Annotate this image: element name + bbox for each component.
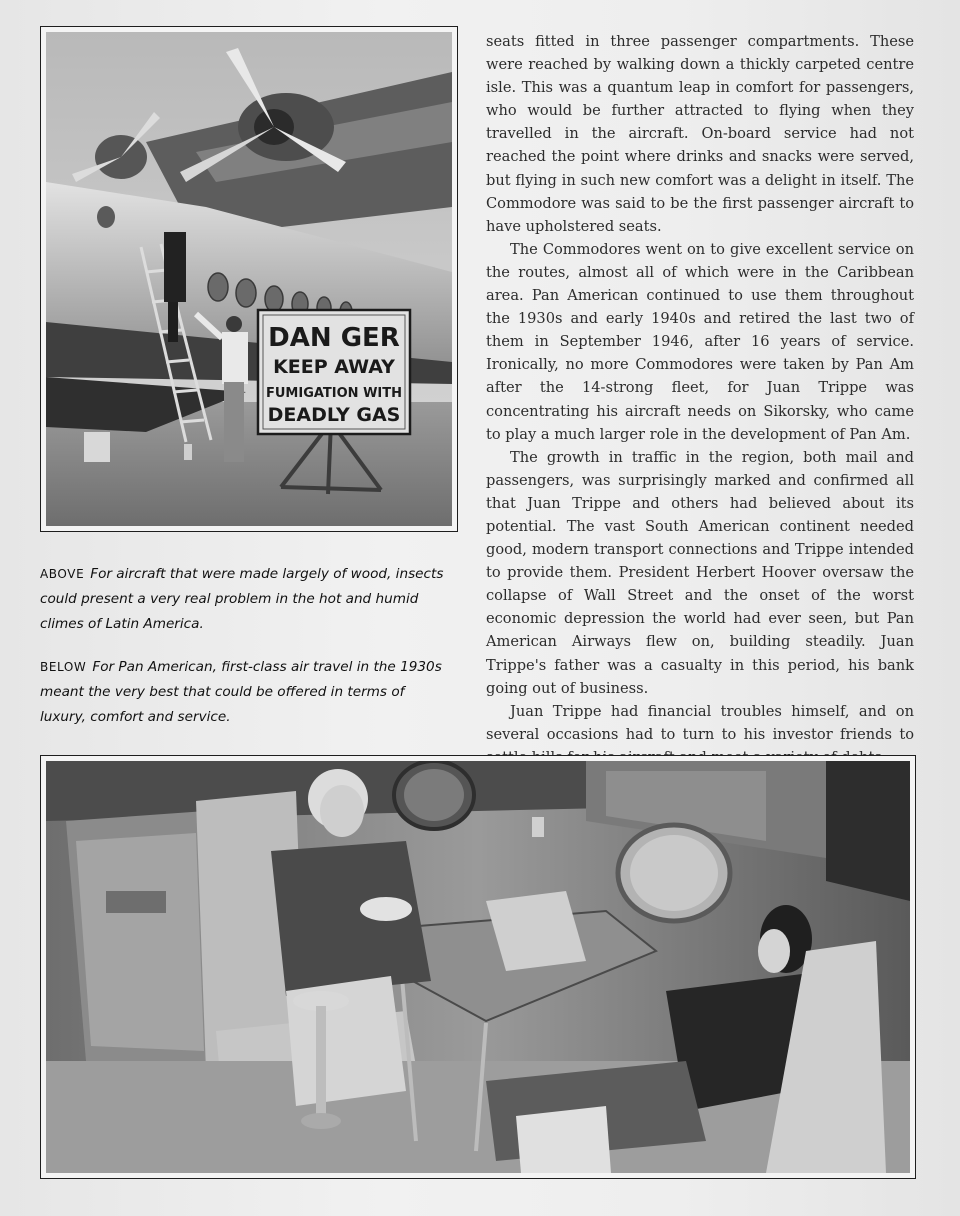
- article-paragraph: Juan Trippe had financial troubles himself, and on several occasions had to turn to his investor friends to: [486, 702, 914, 743]
- caption-below-text: For Pan American, first-class air travel in the 1930s meant the very best that could be offered in terms of luxury, comfort and service.: [40, 659, 442, 725]
- photo-first-class-cabin: [40, 755, 916, 1179]
- photo-first-class-cabin-image: [46, 761, 910, 1173]
- danger-sign-line-2: KEEP AWAY: [273, 356, 395, 378]
- photo-aircraft-fumigation-image: [46, 32, 452, 526]
- cabin-passengers-illustration: [46, 761, 910, 1173]
- article-body: [486, 30, 914, 815]
- danger-sign-line-4: DEADLY GAS: [267, 404, 401, 426]
- caption-above: [40, 562, 450, 637]
- aircraft-fumigation-illustration: [46, 32, 452, 526]
- danger-sign-line-3: FUMIGATION WITH: [265, 386, 403, 401]
- danger-sign-line-1: DAN GER: [268, 323, 400, 353]
- photo-aircraft-fumigation: [40, 26, 458, 532]
- caption-below-label: BELOW: [40, 660, 87, 674]
- article-paragraph: The growth in traffic in the region, both mail and passengers, was surprisingly marked and confirmed all that Juan Trippe and others had believed about its potential. The vast South American continent needed good, modern transport connections and Trippe intended to provide them. President Herbert Hoover oversaw the collapse of Wall Street and the onset of the worst economic depression the world had ever seen, but Pan American Airways flew on, building steadily. Juan Trippe's father was a casualty in this period, his bank going out of business.: [486, 448, 914, 697]
- article-paragraph: The Commodores went on to give excellent service on the routes, almost all of which were in the Caribbean area. Pan American continued to use them throughout the 1930s and early 1940s and retired the last two of them in September 1946, after 16 years of service. Ironically, no more Commodores were taken by Pan Am after the 14-strong fleet, for Juan Trippe was concentrating his aircraft needs on Sikorsky, who came to play a much larger role in the development of Pan Am.: [486, 240, 914, 443]
- caption-below: [40, 655, 450, 730]
- caption-above-text: For aircraft that were made largely of wood, insects could present a very real problem in the hot and humid climes of Latin America.: [40, 566, 444, 632]
- caption-above-label: ABOVE: [40, 567, 85, 581]
- article-paragraph: seats fitted in three passenger compartments. These were reached by walking down a thickly carpeted centre isle. This was a quantum leap in comfort for passengers, who would be further attracted to flying when they travelled in the aircraft. On-board service had not reached the point where drinks and snacks were served, but flying in such new comfort was a delight in itself. The Commodore was said to be the first passenger aircraft to have upholstered seats.: [486, 33, 914, 235]
- photo-captions: [40, 562, 450, 748]
